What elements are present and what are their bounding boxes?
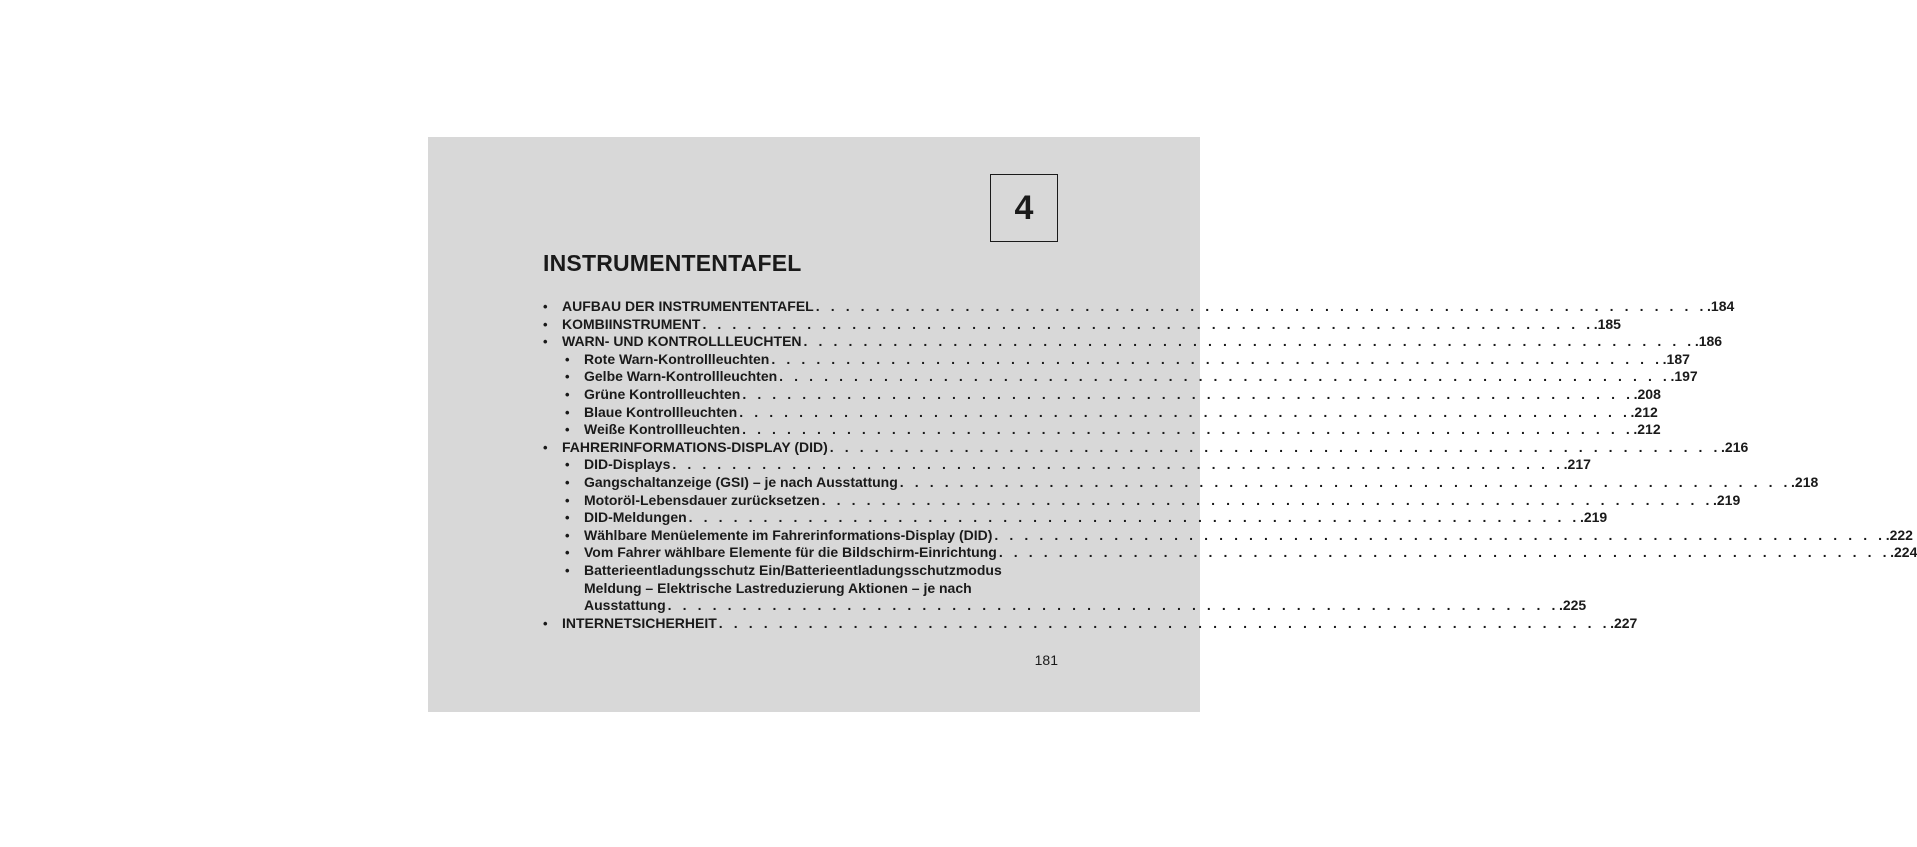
toc-entry-label: Blaue Kontrollleuchten xyxy=(584,403,738,420)
toc-leader-dots: . . . . . . . . . . . . . . . . . . . . . . . . . . . . . . . . . . . . . . . . . . . . . . . . . . . . . . . . . . . . xyxy=(779,368,1671,385)
toc-subentry-gangschaltanzeige[interactable] xyxy=(543,473,1819,492)
toc-entry-label: Wählbare Menüelemente im Fahrerinformations-Display (DID) xyxy=(584,526,993,543)
toc-entry-continuation: Ausstattung xyxy=(584,597,666,614)
toc-entry-page: .217 xyxy=(1563,456,1591,473)
toc-entry-page: .197 xyxy=(1670,368,1698,385)
toc-entry-label: FAHRERINFORMATIONS-DISPLAY (DID) xyxy=(562,438,828,455)
toc-entry-page: .187 xyxy=(1662,350,1690,367)
bullet-icon: • xyxy=(543,439,548,455)
toc-leader-dots: . . . . . . . . . . . . . . . . . . . . . . . . . . . . . . . . . . . . . . . . . . . . . . . . . . . . . . . . . . . . xyxy=(672,456,1564,473)
toc-entry-label: Grüne Kontrollleuchten xyxy=(584,385,741,402)
toc-subentry-gelbe[interactable] xyxy=(543,368,1698,386)
toc-leader-dots: . . . . . . . . . . . . . . . . . . . . . . . . . . . . . . . . . . . . . . . . . . . . . . . . . . . . . . . . . . . . xyxy=(771,350,1663,367)
toc-subentry-weisse[interactable] xyxy=(543,421,1661,439)
toc-entry-kombiinstrument[interactable] xyxy=(543,315,1621,334)
toc-leader-dots: . . . . . . . . . . . . . . . . . . . . . . . . . . . . . . . . . . . . . . . . . . . . . . . . . . . . . . . . . . . . xyxy=(899,473,1792,490)
toc-entry-page: .227 xyxy=(1610,614,1638,631)
toc-leader-dots: . . . . . . . . . . . . . . . . . . . . . . . . . . . . . . . . . . . . . . . . . . . . . . . . . . . . . . . . . . . . xyxy=(803,333,1695,350)
bullet-icon: • xyxy=(565,527,570,543)
toc-subentry-gruene[interactable] xyxy=(543,385,1661,404)
toc-leader-dots: . . . . . . . . . . . . . . . . . . . . . . . . . . . . . . . . . . . . . . . . . . . . . . . . . . . . . . . . . . . . xyxy=(688,509,1580,526)
toc-leader-dots: . . . . . . . . . . . . . . . . . . . . . . . . . . . . . . . . . . . . . . . . . . . . . . . . . . . . . . . . . . . . xyxy=(739,403,1631,420)
toc-entry-page: .224 xyxy=(1890,544,1917,561)
toc-subentry-waehlbare-menueelemente[interactable] xyxy=(543,526,1913,545)
toc-leader-dots: . . . . . . . . . . . . . . . . . . . . . . . . . . . . . . . . . . . . . . . . . . . . . . . . . . . . . . . . . . . . xyxy=(829,438,1722,455)
toc-entry-continuation: Meldung – Elektrische Lastreduzierung Aktionen – je nach xyxy=(584,579,972,596)
page-number: 181 xyxy=(1034,652,1058,668)
toc-entry-page: .185 xyxy=(1593,315,1621,332)
toc-entry-label: Vom Fahrer wählbare Elemente für die Bildschirm-Einrichtung xyxy=(584,544,997,561)
toc-entry-label: AUFBAU DER INSTRUMENTENTAFEL xyxy=(562,298,814,314)
toc-entry-label: Motoröl-Lebensdauer zurücksetzen xyxy=(584,491,820,508)
toc-entry-label: DID-Displays xyxy=(584,456,671,473)
bullet-icon: • xyxy=(565,351,570,367)
table-of-contents xyxy=(543,298,1917,632)
toc-subentry-did-displays[interactable] xyxy=(543,456,1591,474)
toc-entry-page: .212 xyxy=(1633,421,1661,438)
toc-entry-fahrerinformations-display[interactable] xyxy=(543,438,1749,457)
toc-entry-label: INTERNETSICHERHEIT xyxy=(562,614,717,631)
bullet-icon: • xyxy=(565,545,570,561)
toc-entry-label: Rote Warn-Kontrollleuchten xyxy=(584,350,770,367)
toc-entry-line xyxy=(543,562,1060,580)
toc-entry-page: .218 xyxy=(1791,473,1819,490)
toc-entry-page: .208 xyxy=(1633,385,1661,402)
bullet-icon: • xyxy=(543,316,548,332)
toc-entry-page: .186 xyxy=(1694,333,1723,350)
toc-entry-label: Gelbe Warn-Kontrollleuchten xyxy=(584,368,778,385)
toc-entry-label: KOMBIINSTRUMENT xyxy=(562,315,701,332)
toc-entry-page: .216 xyxy=(1721,438,1749,455)
toc-leader-dots: . . . . . . . . . . . . . . . . . . . . . . . . . . . . . . . . . . . . . . . . . . . . . . . . . . . . . . . . . . . . xyxy=(667,597,1559,614)
toc-leader-dots: . . . . . . . . . . . . . . . . . . . . . . . . . . . . . . . . . . . . . . . . . . . . . . . . . . . . . . . . . . . . xyxy=(821,491,1713,508)
section-title: INSTRUMENTENTAFEL xyxy=(543,250,802,276)
toc-leader-dots: . . . . . . . . . . . . . . . . . . . . . . . . . . . . . . . . . . . . . . . . . . . . . . . . . . . . . . . . . . . . xyxy=(998,544,1891,561)
bullet-icon: • xyxy=(565,474,570,490)
toc-leader-dots: . . . . . . . . . . . . . . . . . . . . . . . . . . . . . . . . . . . . . . . . . . . . . . . . . . . . . . . . . . . . xyxy=(994,526,1886,543)
toc-subentry-bildschirm-einrichtung[interactable] xyxy=(543,544,1917,562)
toc-entry-page: .222 xyxy=(1885,526,1913,543)
toc-entry-label: Gangschaltanzeige (GSI) – je nach Ausstattung xyxy=(584,473,898,490)
toc-entry-line xyxy=(543,597,1587,615)
toc-entry-label: Weiße Kontrollleuchten xyxy=(584,421,741,438)
toc-subentry-blaue[interactable] xyxy=(543,403,1658,422)
toc-subentry-rote[interactable] xyxy=(543,350,1690,369)
bullet-icon: • xyxy=(565,562,570,578)
toc-leader-dots: . . . . . . . . . . . . . . . . . . . . . . . . . . . . . . . . . . . . . . . . . . . . . . . . . . . . . . . . . . . . xyxy=(702,315,1594,332)
toc-subentry-motoroel[interactable] xyxy=(543,491,1741,510)
bullet-icon: • xyxy=(565,404,570,420)
bullet-icon: • xyxy=(543,299,548,314)
toc-entry-page: .225 xyxy=(1558,597,1587,614)
bullet-icon: • xyxy=(543,334,548,350)
bullet-icon: • xyxy=(543,615,548,631)
toc-entry-page: .219 xyxy=(1579,509,1608,526)
toc-subentry-did-meldungen[interactable] xyxy=(543,509,1608,527)
toc-entry-label: WARN- UND KONTROLLLEUCHTEN xyxy=(562,333,802,350)
bullet-icon: • xyxy=(565,457,570,473)
bullet-icon: • xyxy=(565,369,570,385)
toc-entry-page: .212 xyxy=(1630,403,1658,420)
toc-entry-warn-kontrollleuchten[interactable] xyxy=(543,333,1723,351)
toc-leader-dots: . . . . . . . . . . . . . . . . . . . . . . . . . . . . . . . . . . . . . . . . . . . . . . . . . . . . . . . . . . . . xyxy=(742,385,1634,402)
toc-leader-dots: . . . . . . . . . . . . . . . . . . . . . . . . . . . . . . . . . . . . . . . . . . . . . . . . . . . . . . . . . . . . xyxy=(815,298,1708,314)
bullet-icon: • xyxy=(565,386,570,402)
toc-entry-aufbau[interactable] xyxy=(543,298,1735,316)
bullet-icon: • xyxy=(565,510,570,526)
toc-leader-dots: . . . . . . . . . . . . . . . . . . . . . . . . . . . . . . . . . . . . . . . . . . . . . . . . . . . . . . . . . . . . xyxy=(742,421,1634,438)
toc-entry-page: .184 xyxy=(1707,298,1735,314)
toc-entry-page: .219 xyxy=(1712,491,1741,508)
bullet-icon: • xyxy=(565,492,570,508)
toc-leader-dots: . . . . . . . . . . . . . . . . . . . . . . . . . . . . . . . . . . . . . . . . . . . . . . . . . . . . . . . . . . . . xyxy=(718,614,1611,631)
toc-entry-label: DID-Meldungen xyxy=(584,509,687,526)
toc-subentry-batterieentladungsschutz[interactable] xyxy=(543,561,1587,615)
chapter-number-box xyxy=(990,174,1058,242)
bullet-icon: • xyxy=(565,422,570,438)
toc-entry-label: Batterieentladungsschutz Ein/Batterieentladungsschutzmodus xyxy=(584,561,1002,578)
chapter-number: 4 xyxy=(1014,188,1034,227)
toc-entry-internetsicherheit[interactable] xyxy=(543,614,1638,633)
